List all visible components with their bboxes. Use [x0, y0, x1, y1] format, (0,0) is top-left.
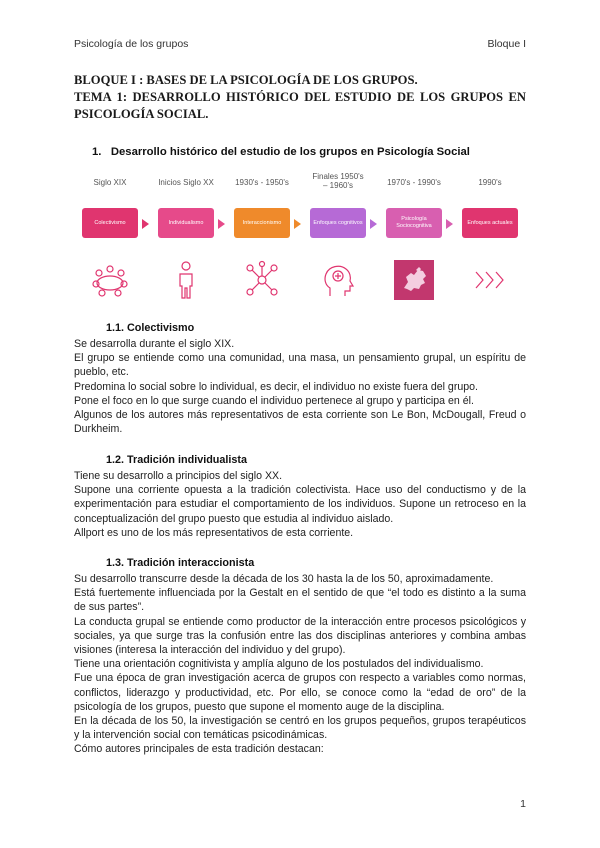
head-brain-icon: [318, 260, 358, 300]
paragraph: Su desarrollo transcurre desde la década de los 30 hasta la de los 50, aproximadamente.: [74, 573, 494, 585]
arrow-right-icon: [142, 219, 149, 229]
section-1-heading: [92, 146, 470, 158]
arrow-right-icon: [294, 219, 301, 229]
paragraph: Tiene su desarrollo a principios del siglo XX.: [74, 470, 283, 482]
europe-map-icon: [394, 260, 434, 300]
period-label: 1970's - 1990's: [387, 178, 441, 187]
subsection-1-3-heading: 1.3. Tradición interaccionista: [106, 557, 255, 569]
page-title: [74, 72, 526, 123]
paragraph: Está fuertemente influenciada por la Gestalt en el sentido de que “el todo es distinto a la suma de sus partes”.: [74, 587, 526, 614]
paragraph: Predomina lo social sobre lo individual, es decir, el individuo no existe fuera del grupo.: [74, 380, 478, 393]
paragraph: Se desarrolla durante el siglo XIX.: [74, 338, 235, 350]
section-1-title: Desarrollo histórico del estudio de los grupos en Psicología Social: [110, 146, 470, 158]
history-timeline: [82, 172, 522, 312]
paragraph: Cómo autores principales de esta tradición destacan:: [74, 743, 324, 756]
subsection-1-3-body: [74, 572, 526, 757]
block-title: BLOQUE I : BASES DE LA PSICOLOGÍA DE LOS GRUPOS.: [74, 73, 418, 87]
page-number: 1: [520, 798, 526, 810]
paragraph: La conducta grupal se entiende como productor de la interacción entre procesos psicológicos y sociales, ya que surge tras la confusión entre las dos disciplinas anteriores y combina ambas visiones (interesa la interacción del individuo y del grupo).: [74, 615, 526, 657]
period-label: Siglo XIX: [93, 178, 127, 187]
person-icon: [166, 260, 206, 300]
subsection-1-1-heading: 1.1. Colectivismo: [106, 322, 195, 334]
stage-box: Colectivismo: [82, 208, 138, 238]
subsection-1-2-heading: 1.2. Tradición individualista: [106, 454, 247, 466]
stage-box: Psicología Sociocognitiva: [386, 208, 442, 238]
network-icon: [242, 260, 282, 300]
arrow-right-icon: [218, 219, 225, 229]
paragraph: Tiene una orientación cognitivista y amplía alguno de los postulados del individualismo.: [74, 658, 484, 671]
header-right: Bloque I: [487, 38, 526, 50]
paragraph: El grupo se entiende como una comunidad, una masa, un pensamiento grupal, un espíritu de pueblo, etc.: [74, 352, 526, 379]
paragraph: Allport es uno de los más representativos de esta corriente.: [74, 526, 354, 539]
header-left: Psicología de los grupos: [74, 38, 189, 50]
paragraph: En la década de los 50, la investigación se centró en los grupos pequeños, grupos terapéuticos y la intervención social con temáticas psicodinámicas.: [74, 715, 526, 742]
arrow-right-icon: [446, 219, 453, 229]
stage-box: Enfoques cognitivos: [310, 208, 366, 238]
paragraph: Supone una corriente opuesta a la tradición colectivista. Hace uso del conductismo y de la experimentación para estudiar el comportamiento de los individuos. Supone un retroceso en la conceptualización del grupo puesto que estudia al individuo aislado.: [74, 484, 526, 525]
paragraph: Algunos de los autores más representativos de esta corriente son Le Bon, McDougall, Freud o Durkheim.: [74, 409, 526, 436]
paragraph: Pone el foco en lo que surge cuando el individuo pertenece al grupo y participa en él.: [74, 394, 474, 407]
stage-box: Individualismo: [158, 208, 214, 238]
stage-box: Enfoques actuales: [462, 208, 518, 238]
subsection-1-1-body: [74, 337, 526, 436]
topic-title: TEMA 1: DESARROLLO HISTÓRICO DEL ESTUDIO DE LOS GRUPOS EN PSICOLOGÍA SOCIAL.: [74, 90, 526, 121]
subsection-1-2-body: [74, 469, 526, 540]
period-label: Inicios Siglo XX: [158, 178, 214, 187]
period-label: 1930's - 1950's: [235, 178, 289, 187]
section-1-number: 1.: [92, 146, 102, 158]
chevrons-icon: [470, 260, 510, 300]
group-circle-icon: [90, 260, 130, 300]
arrow-right-icon: [370, 219, 377, 229]
period-label: 1990's: [478, 178, 502, 187]
period-label: Finales 1950's – 1960's: [312, 172, 364, 190]
paragraph: Fue una época de gran investigación acerca de grupos con respecto a variables como normas, conflictos, liderazgo y productividad, etc. Por ello, se conoce como la “edad de oro” de la psicología de los grupos, puesto que supone el momento auge de la disciplina.: [74, 672, 526, 713]
stage-box: Interaccionismo: [234, 208, 290, 238]
